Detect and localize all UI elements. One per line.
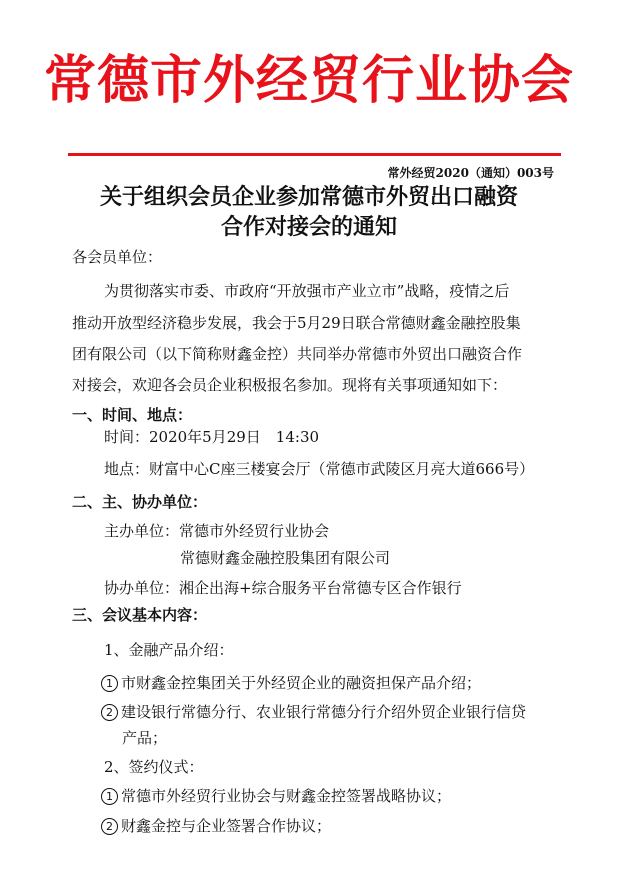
meeting-time: 时间：2020年5月29日 14:30 — [104, 428, 320, 446]
host-organizer-2: 常德财鑫金融控股集团有限公司 — [180, 549, 391, 567]
signing-item-1 — [101, 786, 451, 806]
agenda-subitem-2-text: 建设银行常德分行、农业银行常德分行介绍外贸企业银行信贷 — [121, 703, 527, 721]
agenda-item-2: 2、签约仪式： — [104, 758, 204, 776]
meeting-place: 地点：财富中心C座三楼宴会厅（常德市武陵区月亮大道666号） — [104, 460, 535, 478]
co-host-row — [104, 578, 462, 598]
agenda-subitem-1-text: 市财鑫金控集团关于外经贸企业的融资担保产品介绍； — [121, 674, 482, 692]
notice-title-line1: 关于组织会员企业参加常德市外贸出口融资 — [99, 184, 518, 210]
intro-line-4: 对接会，欢迎各会员企业积极报名参加。现将有关事项通知如下： — [72, 376, 508, 394]
intro-line-2: 推动开放型经济稳步发展，我会于5月29日联合常德财鑫金融控股集 — [72, 314, 521, 332]
signing-item-2-text: 财鑫金控与企业签署合作协议； — [121, 817, 332, 835]
host-organizer-1: 常德市外经贸行业协会 — [179, 522, 330, 540]
co-host-organizer: 湘企出海+综合服务平台常德专区合作银行 — [179, 579, 462, 597]
co-host-label: 协办单位： — [104, 579, 180, 597]
signing-item-1-text: 常德市外经贸行业协会与财鑫金控签署战略协议； — [121, 787, 452, 805]
host-label: 主办单位： — [104, 522, 180, 540]
section1-heading: 一、时间、地点： — [72, 406, 193, 424]
section3-heading: 三、会议基本内容： — [72, 606, 208, 624]
circled-number-1: 1 — [101, 788, 118, 805]
agenda-subitem-1 — [101, 673, 481, 693]
host-row-1 — [104, 521, 329, 541]
agenda-subitem-2 — [101, 702, 526, 722]
agenda-subitem-2-continued: 产品； — [122, 729, 168, 747]
signing-item-2 — [101, 816, 331, 836]
intro-line-1: 为贯彻落实市委、市政府“开放强市产业立市”战略，疫情之后 — [104, 282, 510, 300]
circled-number-2: 2 — [101, 704, 118, 721]
circled-number-1: 1 — [101, 675, 118, 692]
salutation: 各会员单位： — [72, 248, 163, 266]
masthead-title: 常德市外经贸行业协会 — [43, 51, 574, 111]
intro-line-3: 团有限公司（以下简称财鑫金控）共同举办常德市外贸出口融资合作 — [72, 345, 523, 363]
notice-title-line2: 合作对接会的通知 — [220, 214, 397, 240]
section2-heading: 二、主、协办单位： — [72, 493, 208, 511]
circled-number-2: 2 — [101, 818, 118, 835]
notice-title — [0, 182, 618, 242]
masthead-divider — [68, 153, 561, 156]
document-number: 常外经贸2020（通知）003号 — [387, 166, 554, 180]
agenda-item-1: 1、金融产品介绍： — [104, 641, 234, 659]
